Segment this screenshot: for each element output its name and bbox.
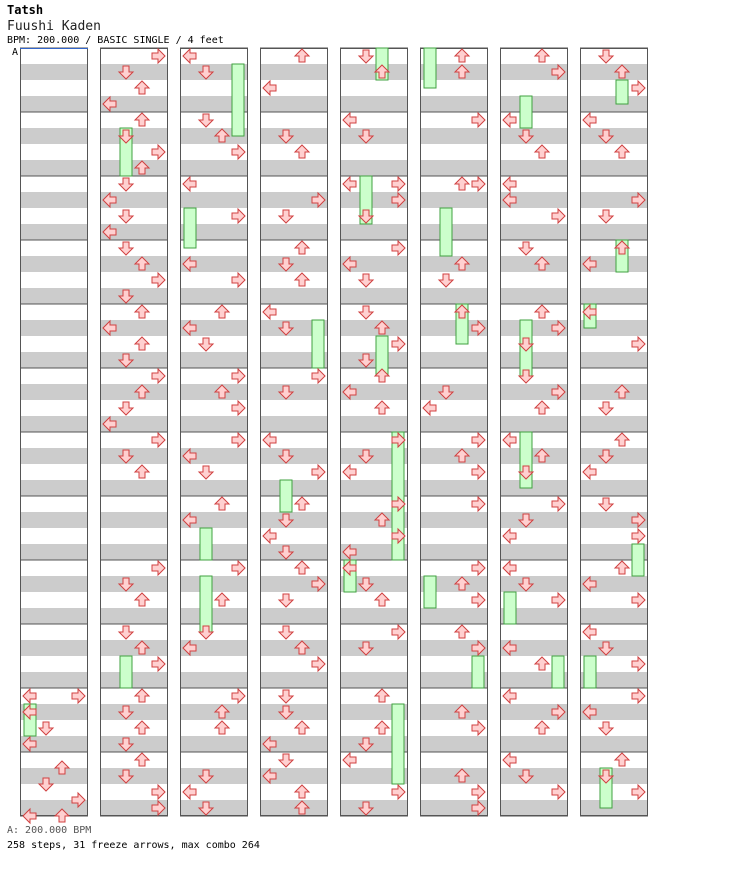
beat-stripe [180,768,248,784]
freeze-arrow [632,544,644,576]
beat-stripe [180,416,248,432]
freeze-arrow [200,576,212,632]
beat-stripe [580,480,648,496]
freeze-arrow [392,704,404,784]
beat-stripe [500,352,568,368]
beat-stripe [420,416,488,432]
beat-stripe [500,416,568,432]
beat-stripe [20,544,88,560]
beat-stripe [420,544,488,560]
beat-stripe [180,800,248,816]
beat-stripe [340,352,408,368]
beat-stripe [500,288,568,304]
beat-stripe [180,704,248,720]
beat-stripe [340,320,408,336]
beat-stripe [100,768,168,784]
beat-stripe [580,768,648,784]
beat-stripe [340,288,408,304]
beat-stripe [420,480,488,496]
beat-stripe [100,640,168,656]
freeze-arrow [472,656,484,688]
beat-stripe [100,672,168,688]
beat-stripe [340,128,408,144]
beat-stripe [20,576,88,592]
beat-stripe [180,192,248,208]
beat-stripe [420,96,488,112]
beat-stripe [100,160,168,176]
beat-stripe [580,64,648,80]
beat-stripe [500,96,568,112]
beat-stripe [100,128,168,144]
beat-stripe [260,96,328,112]
freeze-arrow [424,48,436,88]
beat-stripe [180,480,248,496]
beat-stripe [340,224,408,240]
beat-stripe [500,544,568,560]
beat-stripe [500,448,568,464]
beat-stripe [20,96,88,112]
beat-stripe [260,512,328,528]
song-artist: Tatsh [7,3,44,17]
beat-stripe [260,224,328,240]
beat-stripe [20,352,88,368]
beat-stripe [20,160,88,176]
beat-stripe [20,256,88,272]
beat-stripe [260,480,328,496]
beat-stripe [20,320,88,336]
beat-stripe [100,576,168,592]
freeze-arrow [584,656,596,688]
chart-info: BPM: 200.000 / BASIC SINGLE / 4 feet [7,35,224,46]
beat-stripe [100,608,168,624]
beat-stripe [100,512,168,528]
beat-stripe [580,96,648,112]
beat-stripe [100,352,168,368]
beat-stripe [500,800,568,816]
beat-stripe [180,160,248,176]
freeze-arrow [552,656,564,688]
beat-stripe [420,128,488,144]
beat-stripe [180,608,248,624]
beat-stripe [420,736,488,752]
beat-stripe [340,800,408,816]
beat-stripe [260,384,328,400]
freeze-arrow [232,64,244,136]
beat-stripe [580,800,648,816]
beat-stripe [180,384,248,400]
freeze-arrow [280,480,292,512]
beat-stripe [20,640,88,656]
beat-stripe [420,160,488,176]
freeze-arrow [120,656,132,688]
beat-stripe [420,768,488,784]
beat-stripe [100,64,168,80]
beat-stripe [580,160,648,176]
beat-stripe [420,192,488,208]
chart-summary: 258 steps, 31 freeze arrows, max combo 264 [7,840,260,851]
beat-stripe [260,256,328,272]
beat-stripe [500,224,568,240]
beat-stripe [580,224,648,240]
beat-stripe [500,736,568,752]
beat-stripe [20,416,88,432]
beat-stripe [260,64,328,80]
song-title: Fuushi Kaden [7,19,101,34]
beat-stripe [260,800,328,816]
beat-stripe [420,512,488,528]
beat-stripe [340,640,408,656]
beat-stripe [260,160,328,176]
beat-stripe [20,192,88,208]
beat-stripe [500,512,568,528]
beat-stripe [580,352,648,368]
beat-stripe [20,384,88,400]
beat-stripe [500,160,568,176]
freeze-arrow [424,576,436,608]
beat-stripe [500,480,568,496]
beat-stripe [580,416,648,432]
beat-stripe [20,288,88,304]
beat-stripe [500,256,568,272]
freeze-arrow [616,80,628,104]
beat-stripe [260,128,328,144]
bpm-marker: A [12,47,19,58]
beat-stripe [20,128,88,144]
beat-stripe [100,384,168,400]
freeze-arrow [504,592,516,624]
beat-stripe [420,448,488,464]
beat-stripe [500,768,568,784]
beat-stripe [180,672,248,688]
beat-stripe [580,608,648,624]
beat-stripe [180,288,248,304]
beat-stripe [340,96,408,112]
beat-stripe [100,736,168,752]
freeze-arrow [200,528,212,560]
beat-stripe [180,736,248,752]
beat-stripe [420,288,488,304]
beat-stripe [580,640,648,656]
beat-stripe [340,160,408,176]
beat-stripe [420,224,488,240]
beat-stripe [340,608,408,624]
beat-stripe [340,64,408,80]
beat-stripe [100,704,168,720]
beat-stripe [100,448,168,464]
beat-stripe [580,736,648,752]
beat-stripe [580,128,648,144]
beat-stripe [580,448,648,464]
beat-stripe [180,544,248,560]
beat-stripe [420,352,488,368]
beat-stripe [20,448,88,464]
bpm-legend: A: 200.000 BPM [7,825,92,836]
beat-stripe [100,544,168,560]
beat-stripe [420,704,488,720]
beat-stripe [20,224,88,240]
freeze-arrow [312,320,324,368]
freeze-arrow [440,208,452,256]
beat-stripe [260,544,328,560]
beat-stripe [260,608,328,624]
beat-stripe [500,128,568,144]
beat-stripe [420,256,488,272]
beat-stripe [100,288,168,304]
beat-stripe [20,512,88,528]
beat-stripe [260,640,328,656]
beat-stripe [260,672,328,688]
beat-stripe [100,256,168,272]
beat-stripe [420,608,488,624]
beat-stripe [500,576,568,592]
beat-stripe [20,672,88,688]
beat-stripe [260,416,328,432]
beat-stripe [180,576,248,592]
beat-stripe [260,288,328,304]
freeze-arrow [520,96,532,128]
beat-stripe [340,416,408,432]
beat-stripe [580,384,648,400]
beat-stripe [20,608,88,624]
beat-stripe [260,448,328,464]
beat-stripe [340,672,408,688]
beat-stripe [20,768,88,784]
beat-stripe [20,64,88,80]
beat-stripe [100,480,168,496]
freeze-arrow [184,208,196,248]
beat-stripe [260,704,328,720]
beat-stripe [20,480,88,496]
beat-stripe [420,384,488,400]
beat-stripe [580,288,648,304]
beat-stripe [180,352,248,368]
